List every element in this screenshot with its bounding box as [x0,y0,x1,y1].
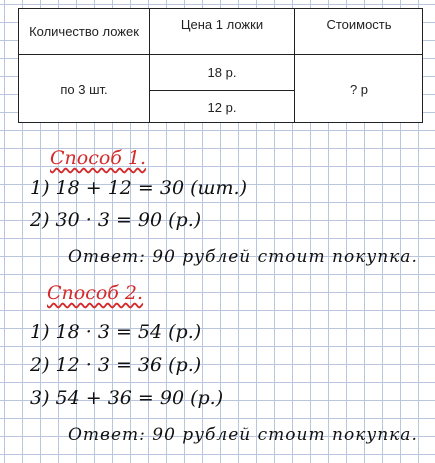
method1-title: Способ 1. [50,147,147,169]
method2-step-1: 1) 18 · 3 = 54 (р.) [30,321,202,343]
method2-step-3: 3) 54 + 36 = 90 (р.) [30,387,224,409]
cost-value: ? р [349,81,369,97]
price-value-2: 12 р. [207,99,237,115]
header-price: Цена 1 ложки [180,16,264,32]
method2-answer: Ответ: 90 рублей стоит покупка. [68,425,418,445]
method1-answer: Ответ: 90 рублей стоит покупка. [68,247,418,267]
method2-step-2: 2) 12 · 3 = 36 (р.) [30,354,202,376]
method1-step-1: 1) 18 + 12 = 30 (шт.) [30,177,247,199]
data-table [18,8,423,123]
quantity-value: по 3 шт. [60,81,108,97]
header-quantity: Количество ложек [29,24,139,39]
header-cost: Стоимость [326,16,392,32]
method2-title: Способ 2. [47,282,144,304]
price-value-1: 18 р. [207,65,237,80]
method1-step-2: 2) 30 · 3 = 90 (р.) [30,209,202,231]
